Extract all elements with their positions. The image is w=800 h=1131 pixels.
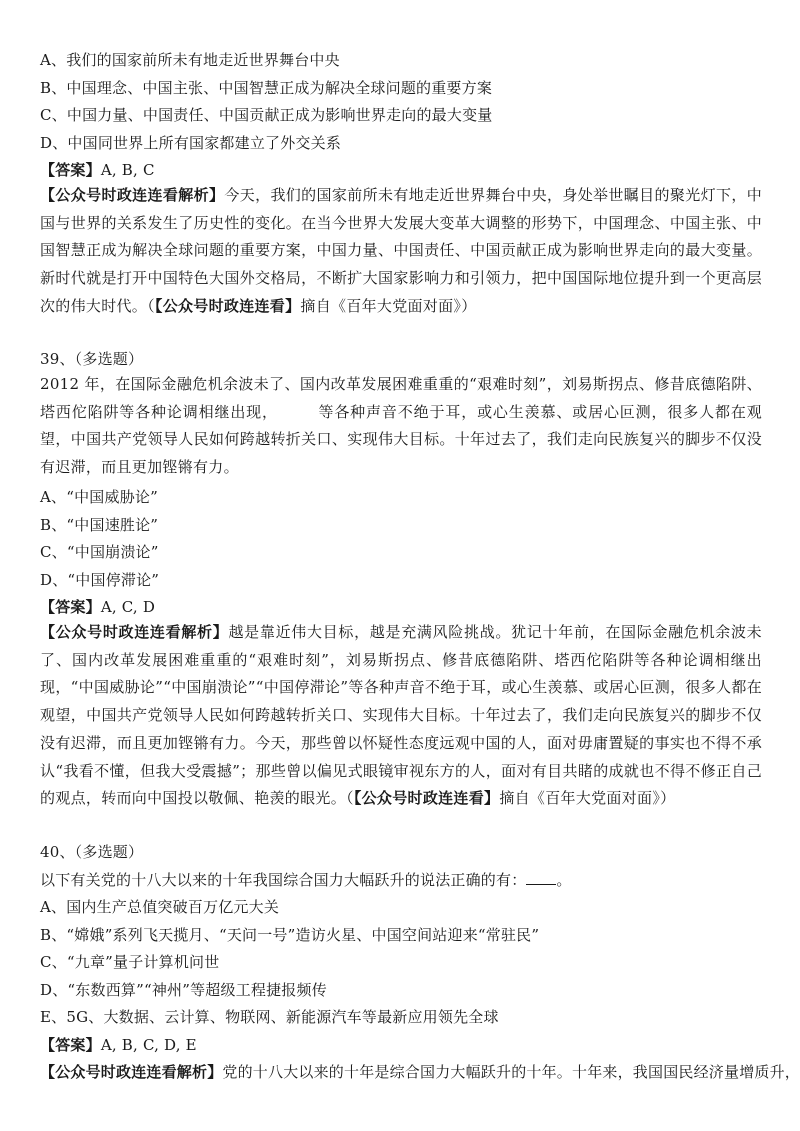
analysis-body: 党的十八大以来的十年是综合国力大幅跃升的十年。十年来，我国国民经济量增质升， (222, 1063, 800, 1081)
q40-stem (40, 870, 762, 890)
analysis-body: 越是靠近伟大目标，越是充满风险挑战。犹记十年前，在国际金融危机余波未了、国内改革发展困难重重的“艰难时刻”，刘易斯拐点、修昔底德陷阱、塔西佗陷阱等各种论调相继出现，“中国威胁论”“中国崩溃论”“中国停滞论”等各种声音不绝于耳，或心生羡慕、或居心叵测，很多人都在观望，中国共产党领导人民如何跨越转折关口、实现伟大目标。十年过去了，我们走向民族复兴的脚步不仅没有迟滞，而且更加铿锵有力。今天，那些曾以怀疑性态度远观中国的人，面对毋庸置疑的事实也不得不承认“我看不懂，但我大受震撼”；那些曾以偏见式眼镜审视东方的人，面对有目共睹的成就也不得不修正自己的观点，转而向中国投以敬佩、艳羡的眼光。（ (40, 623, 762, 808)
q38-option-c: C、中国力量、中国责任、中国贡献正成为影响世界走向的最大变量 (40, 106, 493, 124)
q40-stem-text: 以下有关党的十八大以来的十年我国综合国力大幅跃升的说法正确的有： (40, 871, 527, 889)
q38-option-a: A、我们的国家前所未有地走近世界舞台中央 (40, 51, 340, 69)
analysis-tail: 摘自《百年大党面对面》） (300, 296, 477, 315)
q40-stem-end: 。 (556, 871, 572, 889)
q39-option-b: B、“中国速胜论” (40, 516, 159, 534)
q40-answer (40, 1035, 762, 1055)
q40-option-a: A、国内生产总值突破百万亿元大关 (40, 898, 280, 916)
answer-value: A, C, D (100, 598, 156, 616)
answer-label: 【答案】 (40, 161, 101, 179)
q40-option-c: C、“九章”量子计算机问世 (40, 953, 220, 971)
q40-header: 40、（多选题） (40, 843, 144, 861)
q39-stem-part2: 等各种声音不绝于耳，或心生羡慕、或居心叵测，很多人都在观望，中国共产党领导人民如何跨越转折关口、实现伟大目标。十年过去了，我们走向民族复兴的脚步不仅没有迟滞，而且更加铿锵有力。 (40, 402, 762, 477)
q40-option-e: E、5G、大数据、云计算、物联网、新能源汽车等最新应用领先全球 (40, 1008, 499, 1026)
analysis-tag: 【公众号时政连连看解析】 (40, 623, 229, 641)
analysis-tail-tag: 【公众号时政连连看】 (353, 789, 500, 808)
q39-header: 39、（多选题） (40, 350, 144, 368)
answer-value: A, B, C, D, E (100, 1036, 197, 1054)
q39-option-a: A、“中国威胁论” (40, 488, 158, 506)
q39-analysis (40, 619, 762, 813)
q40-analysis (40, 1062, 800, 1082)
answer-blank (526, 870, 556, 885)
q40-option-b: B、“嫦娥”系列飞天揽月、“天问一号”造访火星、中国空间站迎来“常驻民” (40, 926, 540, 944)
q38-analysis (40, 182, 762, 321)
q39-answer (40, 597, 762, 617)
q38-answer (40, 160, 762, 180)
q40-option-d: D、“东数西算”“神州”等超级工程捷报频传 (40, 981, 327, 999)
answer-value: A, B, C (100, 161, 155, 179)
analysis-tail: 摘自《百年大党面对面》） (499, 789, 676, 808)
q39-option-d: D、“中国停滞论” (40, 571, 160, 589)
q38-option-b: B、中国理念、中国主张、中国智慧正成为解决全球问题的重要方案 (40, 79, 493, 97)
analysis-tag: 【公众号时政连连看解析】 (40, 186, 225, 204)
analysis-body: 今天，我们的国家前所未有地走近世界舞台中央，身处举世瞩目的聚光灯下，中国与世界的关系发生了历史性的变化。在当今世界大发展大变革大调整的形势下，中国理念、中国主张、中国智慧正成为解决全球问题的重要方案，中国力量、中国责任、中国贡献正成为影响世界走向的最大变量。新时代就是打开中国特色大国外交格局，不断扩大国家影响力和引领力，把中国国际地位提升到一个更高层次的伟大时代。（ (40, 186, 762, 315)
q39-stem (40, 371, 762, 482)
analysis-tail-tag: 【公众号时政连连看】 (154, 296, 301, 315)
q38-option-d: D、中国同世界上所有国家都建立了外交关系 (40, 134, 342, 152)
q39-option-c: C、“中国崩溃论” (40, 543, 159, 561)
q39-stem-part1: 2012 年，在国际金融危机余波未了、国内改革发展困难重重的“艰难时刻”，刘易斯拐点、修昔底德陷阱、塔西佗陷阱等各种论调相继出现， (40, 375, 762, 421)
answer-label: 【答案】 (40, 598, 101, 616)
analysis-tag: 【公众号时政连连看解析】 (40, 1063, 223, 1081)
answer-label: 【答案】 (40, 1036, 101, 1054)
